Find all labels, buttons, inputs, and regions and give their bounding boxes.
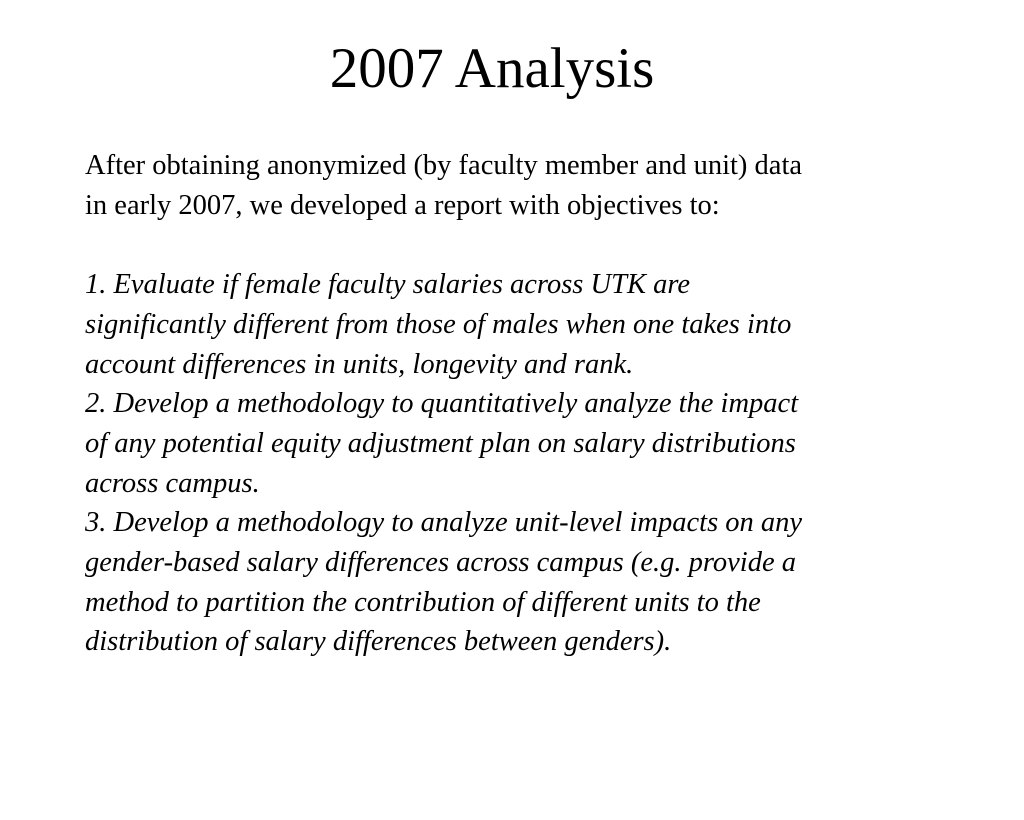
- paragraph-spacer: [85, 225, 965, 265]
- slide-title: 2007 Analysis: [329, 37, 655, 100]
- slide-body: [85, 146, 965, 662]
- objective-2-line: across campus.: [85, 467, 260, 499]
- intro-paragraph: [85, 146, 965, 225]
- intro-line: in early 2007, we developed a report with objectives to:: [85, 189, 720, 221]
- objective-2-line: of any potential equity adjustment plan on salary distributions: [85, 427, 796, 459]
- intro-line: After obtaining anonymized (by faculty member and unit) data: [85, 150, 803, 181]
- objective-3-line: distribution of salary differences between genders).: [85, 626, 672, 658]
- objective-3-line: gender-based salary differences across campus (e.g. provide a: [85, 547, 796, 579]
- objective-1-line: significantly different from those of males when one takes into: [85, 308, 792, 340]
- objective-3-line: method to partition the contribution of different units to the: [85, 586, 761, 618]
- objective-1-line: account differences in units, longevity and rank.: [85, 348, 634, 380]
- objective-2-line: 2. Develop a methodology to quantitatively analyze the impact: [85, 388, 799, 420]
- objectives-list: [85, 265, 965, 662]
- objective-1-line: 1. Evaluate if female faculty salaries across UTK are: [85, 269, 691, 301]
- objective-3-line: 3. Develop a methodology to analyze unit-level impacts on any: [85, 507, 803, 539]
